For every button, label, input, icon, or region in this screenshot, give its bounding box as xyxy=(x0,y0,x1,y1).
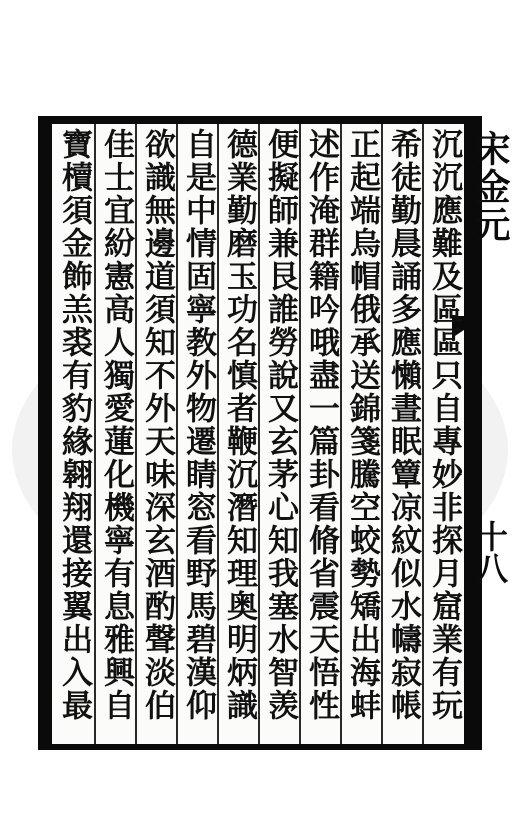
text-column-10: 寶櫝須金飾羔裘有豹緣翱翔還接翼出入最 xyxy=(56,128,92,722)
text-column-9: 佳士宜紛憲高人獨愛蓮化機寧有息雅興自 xyxy=(98,128,134,722)
text-column-6: 德業勤磨玉功名慎者鞭沉潛知理奥明炳識 xyxy=(221,128,257,722)
text-column-8: 欲識無邊道須知不外天味深玄酒酌聲淡伯 xyxy=(139,128,175,722)
text-column-3: 正起端烏帽俄承送錦箋騰空蛟勢矯出海蚌 xyxy=(344,128,380,722)
leaf-number: 十八 xyxy=(471,520,509,584)
text-column-2: 希徒勤晨誦多應懶晝眠簟凉紋似水幬寂帳 xyxy=(385,128,421,722)
running-title: 宋金元 xyxy=(469,130,511,244)
text-column-4: 述作淹群籍吟哦盡一篇卦看脩省震天悟性 xyxy=(303,128,339,722)
text-column-5: 便擬師兼艮誰勞說又玄茅心知我塞水智羡 xyxy=(262,128,298,722)
text-column-7: 自是中情固寧教外物遷睛窓看野馬碧漢仰 xyxy=(180,128,216,722)
text-column-1: 沉沉應難及區區只自專妙非探月窟業有玩 xyxy=(426,128,462,722)
